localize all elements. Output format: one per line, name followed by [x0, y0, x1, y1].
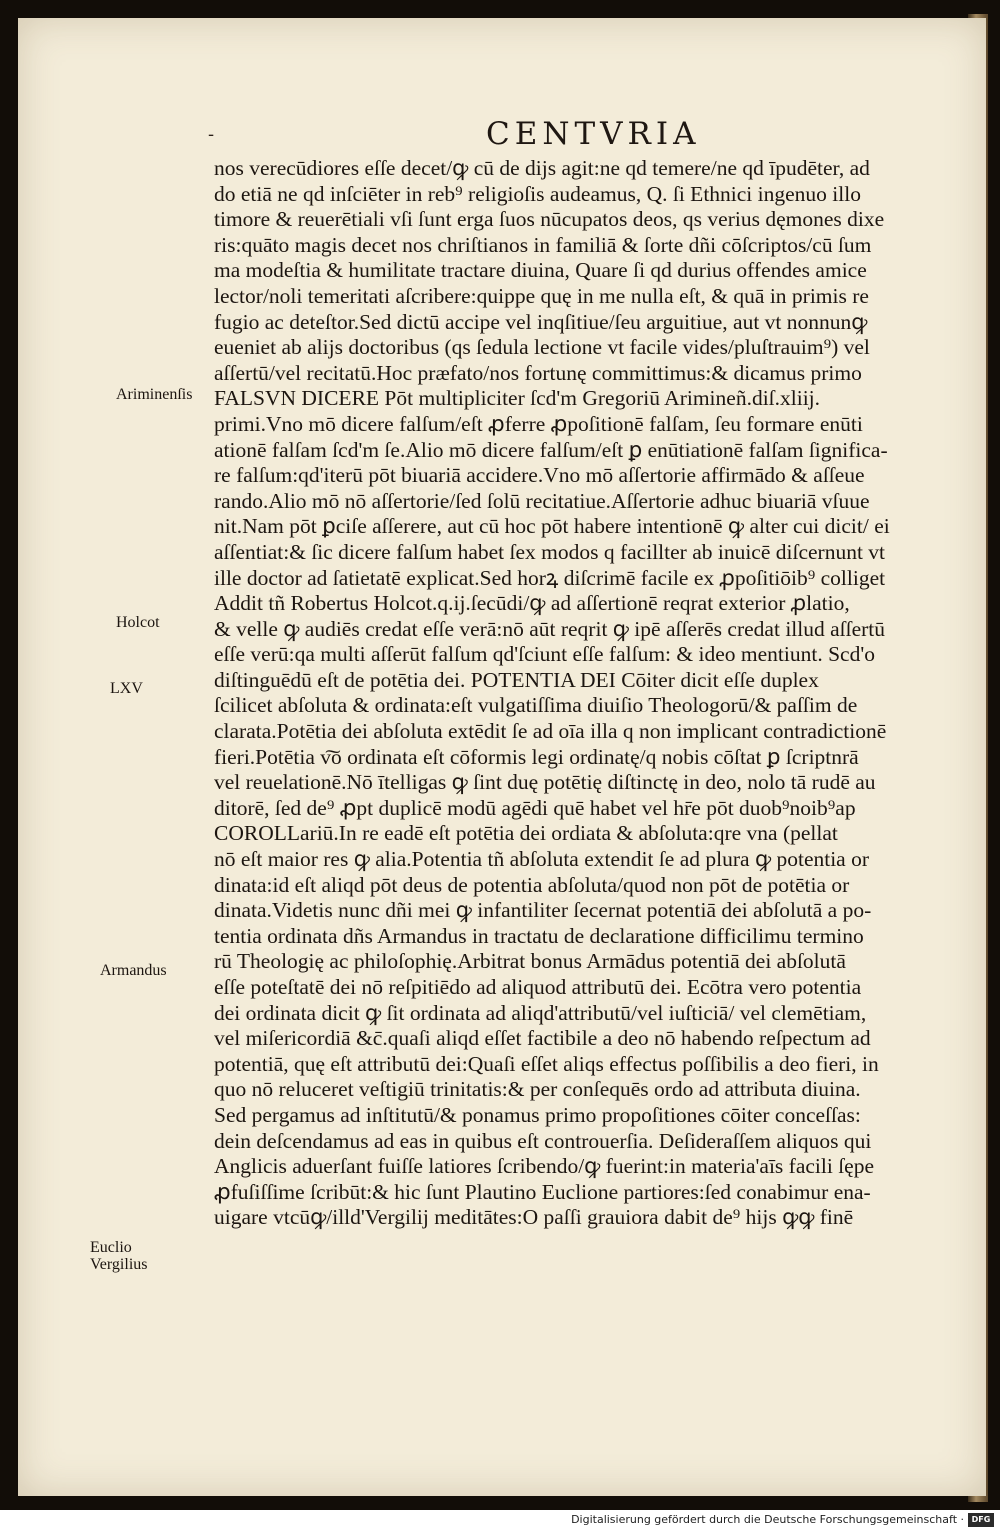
text-line: do etiā ne qd inſciēter in reb⁹ religioſis audeamus, Q. ſi Ethnici ingenuo illo: [214, 181, 861, 206]
text-line: dein deſcendamus ad eas in quibus eſt controuerſia. Deſideraſſem aliquos qui: [214, 1128, 872, 1153]
text-line: nō eſt maior res ꝙ alia.Potentia tñ abſoluta extendit ſe ad plura ꝙ potentia or: [214, 847, 870, 872]
text-line: ma modeſtia & humilitate tractare diuina, Quare ſi qd durius offendes amice: [214, 258, 867, 283]
text-line: rando.Alio mō nō aſſertorie/ſed ſolū recitatiue.Aſſertorie adhuc biuariā vſuue: [214, 488, 870, 513]
text-line: & velle ꝙ audiēs credat eſſe verā:nō aūt reqrit ꝙ ipē aſſerēs credat illud aſſertū: [214, 616, 886, 641]
text-line: ille doctor ad ſatietatē explicat.Sed horꝝ diſcrimē facile ex ꝓpoſitiōib⁹ colliget: [214, 565, 886, 590]
text-line: ꝓfuſiſſime ſcribūt:& hic ſunt Plautino Euclione partiores:ſed conabimur ena-: [214, 1179, 871, 1204]
text-line: eſſe poteſtatē dei nō reſpitiēdo ad aliquod attributū dei. Ecōtra vero potentia: [214, 975, 862, 999]
text-line: dinata:id eſt aliqd pōt deus de potentia abſoluta/quod non pōt de potētia or: [214, 872, 850, 897]
text-line: eueniet ab alijs doctoribus (qs ſedula lectione vt facile vides/pluſtrauim⁹) vel: [214, 335, 870, 360]
head-mark: -: [208, 124, 215, 145]
margin-note-ariminensis: Ariminenſis: [116, 386, 193, 403]
text-line: rū Theologię ac philoſophię.Arbitrat bonus Armādus potentiā dei abſolutā: [214, 949, 846, 974]
dfg-logo: DFG: [968, 1513, 994, 1527]
text-line: ſcilicet abſoluta & ordinata:eſt vulgatiſſima diuiſio Theologorū/& paſſim de: [214, 693, 858, 718]
text-line: potentiā, quę eſt attributū dei:Quaſi eſſet aliqs effectus poſſibilis a deo fieri, in: [214, 1051, 879, 1076]
footer-credit: Digitalisierung gefördert durch die Deutsche Forschungsgemeinschaft ·: [571, 1513, 964, 1526]
text-line: lector/noli temeritati aſcribere:quippe quę in me nulla eſt, & quā in primis re: [214, 283, 869, 308]
text-line: uigare vtcūꝙ/illd'Vergilij meditātes:O paſſi grauiora dabit de⁹ hijs ꝙꝙ finē: [214, 1205, 854, 1230]
text-line: fugio ac deteſtor.Sed dictū accipe vel inqſitiue/ſeu arguitiue, aut vt nonnunꝙ: [214, 309, 868, 334]
running-head: CENTVRIA: [486, 116, 701, 152]
text-line: fieri.Potētia v͠o ordinata eſt cōformis legi ordinatę/q nobis cōſtat ꝑ ſcriptnrā: [214, 744, 859, 769]
text-line: ationē falſam ſcd'm ſe.Alio mō dicere falſum/eſt ꝑ enūtiationē falſam ſignifica-: [214, 437, 888, 462]
text-line: ris:quāto magis decet nos chriſtianos in familiā & ſorte dñi cōſcriptos/cū ſum: [214, 232, 872, 257]
text-line: timore & reuerētiali vſi ſunt erga ſuos nūcupatos deos, qs verius dęmones dixe: [214, 207, 885, 232]
text-line: nos verecūdiores eſſe decet/ꝙ cū de dijs agit:ne qd temere/ne qd īpudēter, ad: [214, 156, 870, 180]
margin-note-euclio: Euclio: [90, 1239, 132, 1256]
text-line: FALSVN DICERE Pōt multipliciter ſcd'm Gregoriū Arimineñ.diſ.xliij.: [214, 386, 821, 411]
margin-note-vergilius: Vergilius: [90, 1256, 148, 1273]
text-line: re falſum:qd'iterū pōt biuariā accidere.Vno mō aſſertorie affirmādo & aſſeue: [214, 463, 865, 488]
body-text: [214, 156, 954, 1231]
text-line: tentia ordinata dñs Armandus in tractatu de declaratione difficilimu termino: [214, 923, 864, 948]
margin-note-lxv: LXV: [110, 680, 143, 697]
margin-note-holcot: Holcot: [116, 614, 160, 631]
text-line: dinata.Videtis nunc dñi mei ꝙ infantiliter ſecernat potentiā dei abſolutā a po-: [214, 898, 872, 923]
text-line: vel miſericordiā &c̄.quaſi aliqd eſſet factibile a deo nō habendo reſpectum ad: [214, 1026, 871, 1051]
text-line: primi.Vno mō dicere falſum/eſt ꝓferre ꝓpoſitionē falſam, ſeu formare enūti: [214, 411, 863, 436]
text-line: aſſertū/vel recitatū.Hoc præfato/nos fortunę committimus:& dicamus primo: [214, 360, 862, 385]
text-line: clarata.Potētia dei abſoluta extēdit ſe ad oīa illa q non implicant contradictionē: [214, 719, 887, 744]
text-line: aſſentiat:& ſic dicere falſum habet ſex modos q facillter ab inuicē diſcernunt vt: [214, 539, 886, 564]
text-line: eſſe verū:qa multi aſſerūt falſum qd'ſciunt eſſe falſum: & ideo mentiunt. Scd'o: [214, 642, 875, 667]
text-line: Sed pergamus ad inſtitutū/& ponamus primo propoſitiones cōiter conceſſas:: [214, 1102, 861, 1127]
text-line: ditorē, ſed de⁹ ꝓpt duplicē modū agēdi quē habet vel hr̄e pōt duob⁹noib⁹ap: [214, 795, 856, 820]
text-line: dei ordinata dicit ꝙ ſit ordinata ad aliqd'attributū/vel iuſticiā/ vel clemētiam,: [214, 1000, 867, 1025]
text-line: vel reuelationē.Nō ītelligas ꝙ ſint duę potētię diſtinctę in deo, nolo tā rudē au: [214, 770, 876, 795]
text-line: Addit tñ Robertus Holcot.q.ij.ſecūdi/ꝙ ad aſſertionē reqrat exterior ꝓlatio,: [214, 591, 850, 616]
digitization-footer: [0, 1510, 1000, 1531]
margin-note-armandus: Armandus: [100, 962, 167, 979]
text-line: quo nō reluceret veſtigiū trinitatis:& per conſequēs ordo ad attributa diuina.: [214, 1077, 861, 1102]
text-line: Anglicis aduerſant fuiſſe latiores ſcribendo/ꝙ fuerint:in materia'aīs facili ſępe: [214, 1154, 875, 1179]
text-line: nit.Nam pōt ꝑciſe aſſerere, aut cū hoc pōt habere intentionē ꝙ alter cui dicit/ ei: [214, 514, 890, 539]
text-line: COROLLariū.In re eadē eſt potētia dei ordiata & abſoluta:qre vna (pellat: [214, 821, 838, 846]
text-line: diſtinguēdū eſt de potētia dei. POTENTIA DEI Cōiter dicit eſſe duplex: [214, 667, 819, 692]
